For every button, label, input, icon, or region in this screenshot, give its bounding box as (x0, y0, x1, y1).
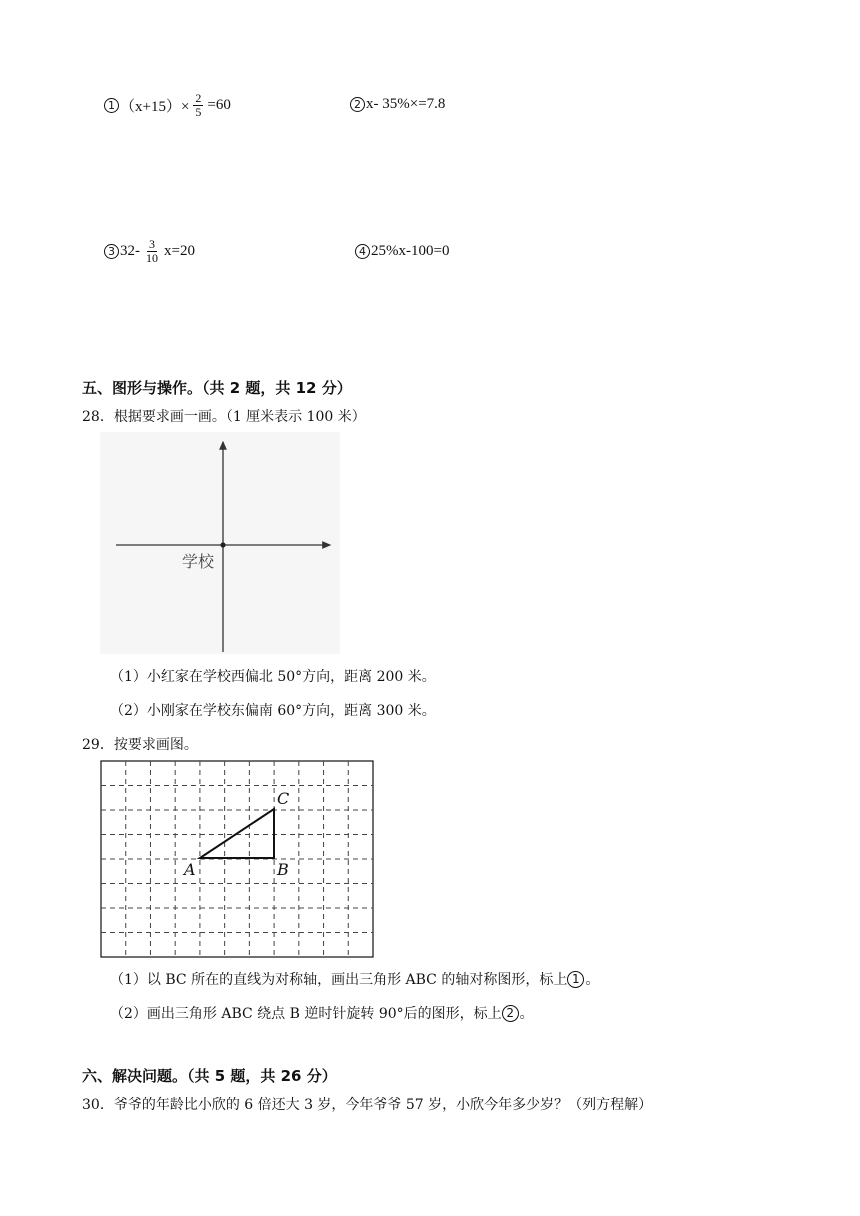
equation-text: 25%x-100=0 (371, 243, 450, 259)
question-28-sub-1: （1）小红家在学校西偏北 50°方向，距离 200 米。 (110, 669, 436, 685)
equation-text: x=20 (164, 243, 195, 259)
fraction-denominator: 10 (146, 251, 158, 265)
circled-number: 3 (104, 244, 119, 259)
section-title-6: 六、解决问题。（共 5 题，共 26 分） (82, 1067, 337, 1085)
question-28-stem: 28．根据要求画一画。（1 厘米表示 100 米） (82, 409, 366, 425)
circled-number: 1 (104, 98, 119, 113)
fraction (144, 238, 160, 265)
section-title-5: 五、图形与操作。（共 2 题，共 12 分） (82, 379, 352, 397)
question-30-stem: 30．爷爷的年龄比小欣的 6 倍还大 3 岁，今年爷爷 57 岁，小欣今年多少岁？（列方程解） (82, 1097, 653, 1113)
equation-3 (104, 238, 195, 265)
fraction (193, 92, 203, 119)
equation-text: 32- (120, 243, 140, 259)
grid-figure (100, 760, 374, 958)
direction-axes (100, 432, 340, 654)
sub-text: （2）画出三角形 ABC 绕点 B 逆时针旋转 90°后的图形，标上 (110, 1006, 502, 1022)
question-28-sub-2: （2）小刚家在学校东偏南 60°方向，距离 300 米。 (110, 703, 436, 719)
dashed-grid (100, 760, 374, 958)
equation-2 (350, 96, 445, 113)
equation-text: =60 (207, 97, 231, 113)
fraction-numerator: 3 (149, 237, 155, 251)
label-b: B (277, 860, 289, 879)
circled-number: 2 (350, 97, 365, 112)
sub-text: （1）以 BC 所在的直线为对称轴，画出三角形 ABC 的轴对称图形，标上 (110, 972, 568, 988)
equation-text: x- 35%×=7.8 (366, 96, 446, 112)
equation-4 (355, 243, 449, 260)
direction-map-figure (100, 432, 340, 654)
school-label: 学校 (182, 552, 215, 571)
label-c: C (277, 789, 290, 808)
fraction-numerator: 2 (195, 91, 202, 105)
label-a: A (184, 860, 196, 879)
equation-text: （x+15）× (120, 99, 190, 115)
question-29-sub-2 (110, 1003, 534, 1023)
circled-number: 4 (355, 244, 370, 259)
sub-text: 。 (585, 972, 600, 988)
question-29-sub-1 (110, 969, 599, 989)
circled-number: 1 (567, 971, 584, 988)
school-point (220, 542, 225, 547)
fraction-denominator: 5 (195, 105, 202, 119)
sub-text: 。 (519, 1006, 534, 1022)
equation-1 (104, 92, 231, 119)
circled-number: 2 (502, 1005, 519, 1022)
question-29-stem: 29．按要求画图。 (82, 737, 198, 753)
